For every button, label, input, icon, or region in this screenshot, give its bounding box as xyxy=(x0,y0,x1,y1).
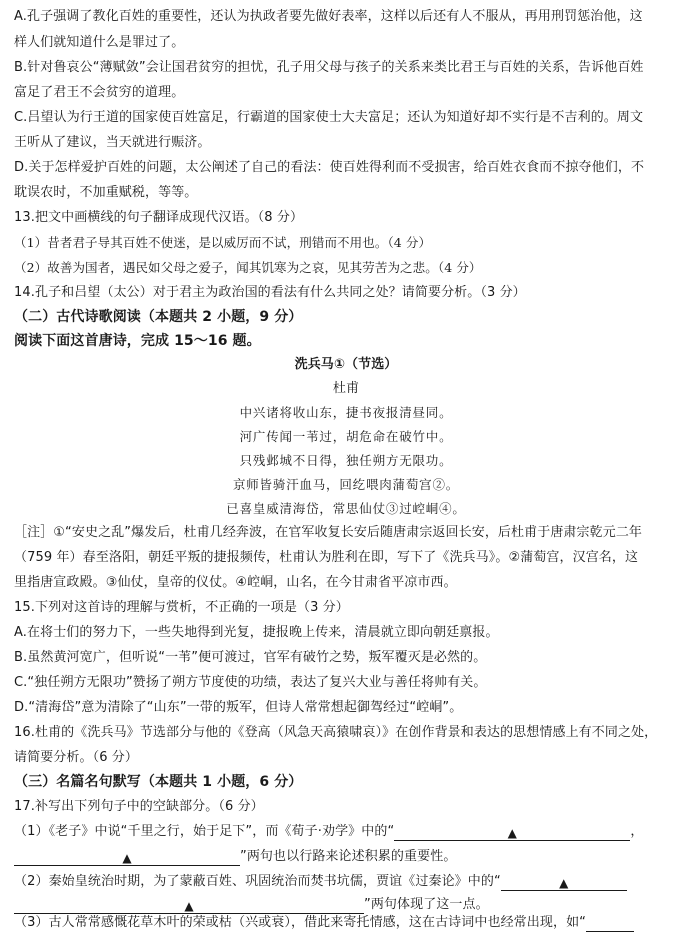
question-15-option-a: A.在将士们的努力下，一些失地得到光复，捷报晚上传来，清晨就立即向朝廷禀报。 xyxy=(14,625,499,640)
question-17-item-2-row1 xyxy=(14,873,678,891)
poem-line-5: 已喜皇威清海岱，常思仙仗③过崆峒④。 xyxy=(226,501,466,516)
question-14-stem: 14.孔子和吕望（太公）对于君主为政治国的看法有什么共同之处？请简要分析。（3 分） xyxy=(14,285,526,300)
question-17-item-1-comma: ， xyxy=(630,824,644,839)
option-d-line2: 耽误农时，不加重赋税，等等。 xyxy=(14,185,198,200)
question-17-item-1-row1 xyxy=(14,823,678,841)
question-17-item-1-suffix: ”两句也以行路来论述积累的重要性。 xyxy=(240,849,457,864)
poem-note-line2: （759 年）春至洛阳，朝廷平叛的捷报频传，杜甫认为胜利在即，写下了《洗兵马》。②蒲萄宫，汉宫名，这 xyxy=(14,550,639,565)
poem-line-2: 河广传闻一苇过，胡危命在破竹中。 xyxy=(239,429,453,444)
question-17-item-3-prefix: （3）古人常常感慨花草木叶的荣或枯（兴或衰），借此来寄托情感，这在古诗词中也经常出现，如“ xyxy=(14,915,587,930)
option-b-line2: 富足了君王不会贫穷的道理。 xyxy=(14,85,185,100)
question-17-item-3-row1 xyxy=(14,914,678,932)
question-17-item-2-prefix: （2）秦始皇统治时期，为了蒙蔽百姓、巩固统治而焚书坑儒，贾谊《过秦论》中的“ xyxy=(14,874,501,889)
poem-note-line3: 里指唐宣政殿。③仙仗，皇帝的仪仗。④崆峒，山名，在今甘肃省平凉市西。 xyxy=(14,575,457,590)
poem-line-3: 只残邺城不日得，独任朔方无限功。 xyxy=(239,453,453,468)
answer-blank-4[interactable] xyxy=(14,899,364,914)
blank-marker-icon: ▲ xyxy=(507,826,517,840)
option-c-line2: 王听从了建议，当天就进行赈济。 xyxy=(14,135,211,150)
blank-marker-icon: ▲ xyxy=(184,899,194,913)
section-3-title: （三）名篇名句默写（本题共 1 小题，6 分） xyxy=(14,774,303,790)
option-a-line1: A.孔子强调了教化百姓的重要性，还认为执政者要先做好表率，这样以后还有人不服从，再用刑罚惩治他，这 xyxy=(14,9,643,24)
blank-marker-icon: ▲ xyxy=(122,851,132,865)
option-c-line1: C.吕望认为行王道的国家使百姓富足，行霸道的国家使士大夫富足；还认为知道好却不实行是不吉利的。周文 xyxy=(14,110,644,125)
option-d-line1: D.关于怎样爱护百姓的问题，太公阐述了自己的看法：使百姓得利而不受损害，给百姓衣食而不掠夺他们，不 xyxy=(14,160,645,175)
question-15-stem: 15.下列对这首诗的理解与赏析，不正确的一项是（3 分） xyxy=(14,600,349,615)
poem-note-line1: ［注］①“安史之乱”爆发后，杜甫几经奔波，在官军收复长安后随唐肃宗返回长安，后杜甫于唐肃宗乾元二年 xyxy=(14,525,643,540)
question-17-item-1-row2 xyxy=(14,848,678,866)
answer-blank-5[interactable] xyxy=(586,917,634,932)
option-a-line2: 样人们就知道什么是罪过了。 xyxy=(14,35,185,50)
answer-blank-2[interactable] xyxy=(14,851,240,866)
question-17-item-2-row2 xyxy=(14,896,678,914)
answer-blank-1[interactable] xyxy=(394,826,630,841)
question-16-line1: 16.杜甫的《洗兵马》节选部分与他的《登高（风急天高猿啸哀）》在创作背景和表达的思想情感上有不同之处， xyxy=(14,725,658,740)
poem-author: 杜甫 xyxy=(332,381,360,396)
section-2-title: （二）古代诗歌阅读（本题共 2 小题，9 分） xyxy=(14,309,303,325)
blank-marker-icon: ▲ xyxy=(559,876,569,890)
question-15-option-b: B.虽然黄河宽广，但听说“一苇”便可渡过，官军有破竹之势，叛军覆灭是必然的。 xyxy=(14,650,487,665)
question-16-line2: 请简要分析。（6 分） xyxy=(14,750,139,765)
option-b-line1: B.针对鲁哀公“薄赋敛”会让国君贫穷的担忧，孔子用父母与孩子的关系来类比君王与百姓的关系，告诉他百姓 xyxy=(14,60,644,75)
question-17-item-2-suffix: ”两句体现了这一点。 xyxy=(364,897,489,912)
question-17-stem: 17.补写出下列句子中的空缺部分。（6 分） xyxy=(14,799,264,814)
poem-title: 洗兵马①（节选） xyxy=(294,357,398,372)
section-2-intro: 阅读下面这首唐诗，完成 15～16 题。 xyxy=(14,333,261,349)
question-15-option-d: D.“清海岱”意为清除了“山东”一带的叛军，但诗人常常想起御驾经过“崆峒”。 xyxy=(14,700,463,715)
answer-blank-3[interactable] xyxy=(501,876,627,891)
question-15-option-c: C.“独任朔方无限功”赞扬了朔方节度使的功绩，表达了复兴大业与善任将帅有关。 xyxy=(14,675,487,690)
question-13-sentence-2: （2）故善为国者，遇民如父母之爱子，闻其饥寒为之哀，见其劳苦为之悲。（4 分） xyxy=(14,260,482,275)
poem-line-1: 中兴诸将收山东，捷书夜报清昼同。 xyxy=(239,405,453,420)
question-13-stem: 13.把文中画横线的句子翻译成现代汉语。（8 分） xyxy=(14,210,304,225)
question-13-sentence-1: （1）昔者君子导其百姓不使迷，是以威厉而不试，刑错而不用也。（4 分） xyxy=(14,235,432,250)
question-17-item-1-prefix: （1）《老子》中说“千里之行，始于足下”，而《荀子·劝学》中的“ xyxy=(14,824,395,839)
poem-line-4: 京师皆骑汗血马，回纥喂肉蒲萄宫②。 xyxy=(232,477,460,492)
